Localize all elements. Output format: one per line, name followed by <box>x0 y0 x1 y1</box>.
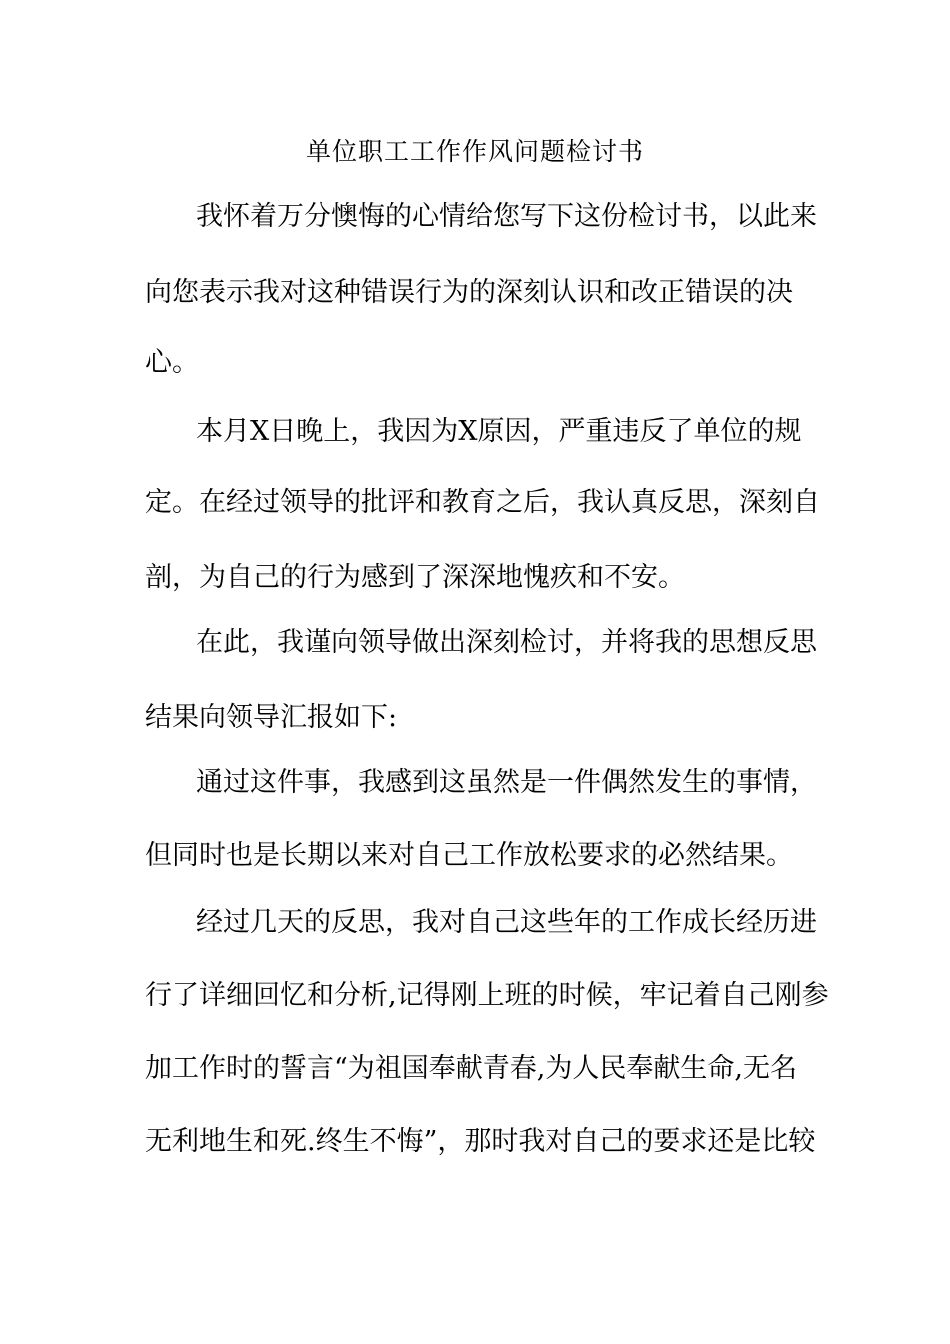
text-line: 剖，为自己的行为感到了深深地愧疚和不安。 <box>145 562 685 593</box>
text-line: 向您表示我对这种错误行为的深刻认识和改正错误的决 <box>145 277 793 308</box>
text-line: 定。在经过领导的批评和教育之后，我认真反思，深刻自 <box>145 487 820 518</box>
text-line: 本月X日晚上，我因为X原因，严重违反了单位的规 <box>196 416 802 447</box>
document-title: 单位职工工作作风问题检讨书 <box>305 137 644 166</box>
text-line: 经过几天的反思，我对自己这些年的工作成长经历进 <box>196 907 817 938</box>
text-line: 无利地生和死.终生不悔”，那时我对自己的要求还是比较 <box>145 1126 816 1157</box>
text-line: 加工作时的誓言“为祖国奉献青春,为人民奉献生命,无名 <box>145 1053 797 1084</box>
text-line: 但同时也是长期以来对自己工作放松要求的必然结果。 <box>145 840 793 871</box>
text-line: 通过这件事，我感到这虽然是一件偶然发生的事情， <box>196 767 817 798</box>
text-line: 心。 <box>145 347 199 378</box>
text-line: 在此，我谨向领导做出深刻检讨，并将我的思想反思 <box>196 627 817 658</box>
text-line: 我怀着万分懊悔的心情给您写下这份检讨书，以此来 <box>196 201 817 232</box>
text-line: 结果向领导汇报如下: <box>145 702 398 733</box>
text-line: 行了详细回忆和分析,记得刚上班的时候，牢记着自己刚参 <box>145 980 829 1011</box>
